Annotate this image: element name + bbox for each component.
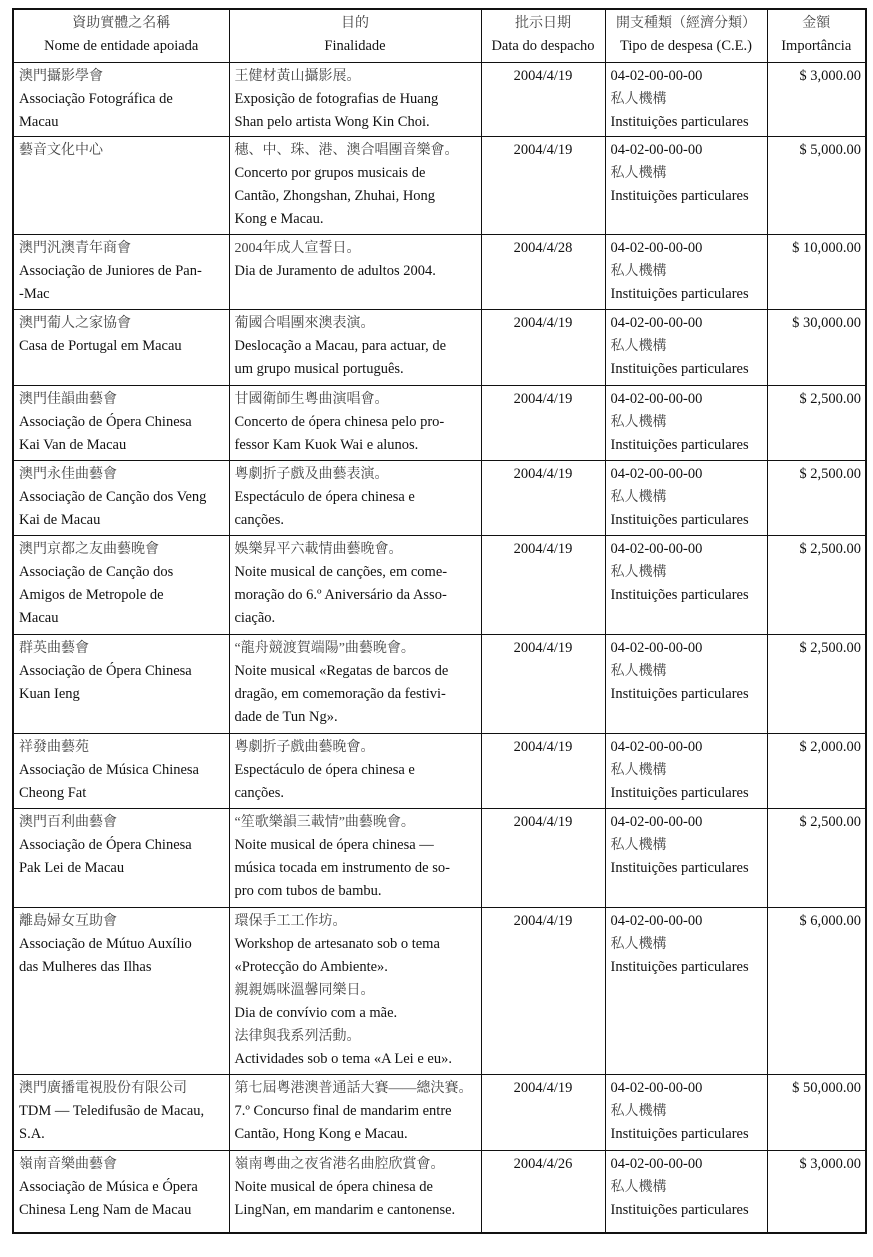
header-date: [481, 9, 605, 63]
cell-line: das Mulheres das Ilhas: [19, 959, 152, 975]
entity-cell: [13, 635, 229, 734]
cell-line: dade de Tun Ng».: [234, 709, 338, 725]
date-cell: 2004/4/19: [481, 1075, 605, 1151]
entity-cell: [13, 1075, 229, 1151]
cell-line: pro com tubos de bambu.: [234, 883, 382, 899]
cell-line: Instituições particulares: [610, 1202, 749, 1218]
date-cell: 2004/4/19: [481, 63, 605, 137]
header-purpose: [229, 9, 481, 63]
header-date-pt: Data do despacho: [491, 38, 595, 54]
cell-line: 澳門百利曲藝會: [19, 815, 117, 830]
cell-line: -Mac: [19, 286, 50, 302]
header-row: [13, 9, 866, 63]
cell-line: Kai de Macau: [19, 512, 101, 528]
table-row: [13, 1151, 866, 1233]
purpose-cell: [229, 386, 481, 461]
cell-line: Instituições particulares: [610, 686, 749, 702]
date-cell: 2004/4/19: [481, 137, 605, 235]
cell-line: 群英曲藝會: [19, 641, 89, 656]
amount-cell: $ 30,000.00: [767, 310, 866, 386]
table-row: [13, 635, 866, 734]
cell-line: 04-02-00-00-00: [610, 640, 703, 656]
expense-cell: [605, 310, 767, 386]
cell-line: 穗、中、珠、港、澳合唱團音樂會。: [234, 143, 459, 158]
cell-line: Associação de Música e Ópera: [19, 1179, 198, 1195]
cell-line: 私人機構: [610, 339, 667, 354]
date-cell: 2004/4/28: [481, 235, 605, 310]
entity-cell: [13, 310, 229, 386]
header-purpose-zh: 目的: [341, 16, 369, 31]
cell-line: 04-02-00-00-00: [610, 739, 703, 755]
cell-line: Cheong Fat: [19, 785, 87, 801]
entity-cell: [13, 386, 229, 461]
cell-line: 04-02-00-00-00: [610, 913, 703, 929]
cell-line: 法律與我系列活動。: [234, 1029, 361, 1044]
header-entity-pt: Nome de entidade apoiada: [44, 38, 199, 54]
cell-line: ciação.: [234, 610, 276, 626]
cell-line: dragão, em comemoração da festivi-: [234, 686, 446, 702]
cell-line: Associação de Ópera Chinesa: [19, 663, 192, 679]
cell-line: moração do 6.º Aniversário da Asso-: [234, 587, 447, 603]
cell-line: Deslocação a Macau, para actuar, de: [234, 338, 447, 354]
cell-line: TDM — Teledifusão de Macau,: [19, 1103, 205, 1119]
subsidy-table: [12, 8, 867, 1234]
purpose-cell: [229, 536, 481, 635]
cell-line: 私人機構: [610, 763, 667, 778]
cell-line: 甘國衛師生粵曲演唱會。: [234, 392, 389, 407]
cell-line: Instituições particulares: [610, 361, 749, 377]
purpose-cell: [229, 461, 481, 536]
cell-line: 04-02-00-00-00: [610, 68, 703, 84]
purpose-cell: [229, 734, 481, 809]
purpose-cell: [229, 63, 481, 137]
cell-line: 祥發曲藝苑: [19, 740, 89, 755]
table-row: [13, 809, 866, 908]
cell-line: 嶺南音樂曲藝會: [19, 1157, 117, 1172]
cell-line: 粵劇折子戲曲藝晚會。: [234, 740, 375, 755]
cell-line: Espectáculo de ópera chinesa e: [234, 489, 415, 505]
cell-line: Macau: [19, 114, 59, 130]
expense-cell: [605, 809, 767, 908]
cell-line: 葡國合唱團來澳表演。: [234, 316, 375, 331]
cell-line: 親親媽咪溫馨同樂日。: [234, 983, 375, 998]
expense-cell: [605, 235, 767, 310]
expense-cell: [605, 908, 767, 1075]
cell-line: Noite musical de canções, em come-: [234, 564, 448, 580]
table-row: [13, 235, 866, 310]
cell-line: 私人機構: [610, 1104, 667, 1119]
amount-cell: $ 2,500.00: [767, 386, 866, 461]
header-entity: [13, 9, 229, 63]
cell-line: fessor Kam Kuok Wai e alunos.: [234, 437, 419, 453]
cell-line: 粵劇折子戲及曲藝表演。: [234, 467, 389, 482]
date-cell: 2004/4/19: [481, 536, 605, 635]
cell-line: Workshop de artesanato sob o tema: [234, 936, 440, 952]
cell-line: Noite musical «Regatas de barcos de: [234, 663, 449, 679]
cell-line: «Protecção do Ambiente».: [234, 959, 388, 975]
expense-cell: [605, 635, 767, 734]
cell-line: 私人機構: [610, 92, 667, 107]
purpose-cell: [229, 310, 481, 386]
table-row: [13, 63, 866, 137]
cell-line: 嶺南粵曲之夜省港名曲腔欣賞會。: [234, 1157, 445, 1172]
cell-line: 離島婦女互助會: [19, 914, 117, 929]
cell-line: Dia de Juramento de adultos 2004.: [234, 263, 436, 279]
cell-line: Amigos de Metropole de: [19, 587, 164, 603]
cell-line: 04-02-00-00-00: [610, 814, 703, 830]
amount-cell: $ 5,000.00: [767, 137, 866, 235]
cell-line: 04-02-00-00-00: [610, 315, 703, 331]
expense-cell: [605, 1075, 767, 1151]
entity-cell: [13, 908, 229, 1075]
cell-line: 娛樂昇平六載情曲藝晚會。: [234, 542, 403, 557]
amount-cell: $ 2,500.00: [767, 635, 866, 734]
cell-line: 澳門廣播電視股份有限公司: [19, 1081, 187, 1096]
cell-line: música tocada em instrumento de so-: [234, 860, 450, 876]
cell-line: 私人機構: [610, 937, 667, 952]
cell-line: Instituições particulares: [610, 114, 749, 130]
table-row: [13, 137, 866, 235]
cell-line: 澳門汎澳青年商會: [19, 241, 131, 256]
date-cell: 2004/4/19: [481, 310, 605, 386]
cell-line: Casa de Portugal em Macau: [19, 338, 182, 354]
cell-line: 7.º Concurso final de mandarim entre: [234, 1103, 452, 1119]
header-amount-pt: Importância: [781, 38, 852, 54]
cell-line: Shan pelo artista Wong Kin Choi.: [234, 114, 430, 130]
amount-cell: $ 3,000.00: [767, 63, 866, 137]
amount-cell: $ 6,000.00: [767, 908, 866, 1075]
cell-line: 王健材黃山攝影展。: [234, 69, 361, 84]
date-cell: 2004/4/19: [481, 908, 605, 1075]
purpose-cell: [229, 908, 481, 1075]
purpose-cell: [229, 1075, 481, 1151]
cell-line: Associação de Canção dos: [19, 564, 174, 580]
header-expense-pt: Tipo de despesa (C.E.): [620, 38, 752, 54]
cell-line: 澳門攝影學會: [19, 69, 103, 84]
cell-line: Concerto de ópera chinesa pelo pro-: [234, 414, 445, 430]
cell-line: Associação Fotográfica de: [19, 91, 173, 107]
date-cell: 2004/4/19: [481, 461, 605, 536]
cell-line: 私人機構: [610, 166, 667, 181]
cell-line: 私人機構: [610, 565, 667, 580]
cell-line: Instituições particulares: [610, 188, 749, 204]
entity-cell: [13, 734, 229, 809]
cell-line: 04-02-00-00-00: [610, 142, 703, 158]
header-expense-zh: 開支種類（經濟分類）: [616, 16, 756, 31]
cell-line: Instituições particulares: [610, 1126, 749, 1142]
cell-line: Associação de Canção dos Veng: [19, 489, 207, 505]
cell-line: “龍舟競渡賀端陽”曲藝晚會。: [234, 641, 415, 656]
cell-line: Instituições particulares: [610, 512, 749, 528]
entity-cell: [13, 1151, 229, 1233]
expense-cell: [605, 734, 767, 809]
cell-line: canções.: [234, 512, 285, 528]
cell-line: Actividades sob o tema «A Lei e eu».: [234, 1051, 452, 1067]
cell-line: 澳門永佳曲藝會: [19, 467, 117, 482]
cell-line: Exposição de fotografias de Huang: [234, 91, 439, 107]
table-row: [13, 1075, 866, 1151]
amount-cell: $ 2,500.00: [767, 809, 866, 908]
cell-line: 2004年成人宣誓日。: [234, 241, 361, 256]
cell-line: 私人機構: [610, 838, 667, 853]
entity-cell: [13, 235, 229, 310]
cell-line: “笙歌樂韻三載情”曲藝晚會。: [234, 815, 415, 830]
date-cell: 2004/4/19: [481, 734, 605, 809]
cell-line: Instituições particulares: [610, 587, 749, 603]
cell-line: Associação de Ópera Chinesa: [19, 837, 192, 853]
purpose-cell: [229, 137, 481, 235]
header-amount-zh: 金額: [802, 16, 831, 31]
purpose-cell: [229, 235, 481, 310]
amount-cell: $ 2,000.00: [767, 734, 866, 809]
cell-line: 04-02-00-00-00: [610, 1080, 703, 1096]
expense-cell: [605, 461, 767, 536]
expense-cell: [605, 137, 767, 235]
cell-line: 04-02-00-00-00: [610, 240, 703, 256]
expense-cell: [605, 536, 767, 635]
cell-line: 環保手工工作坊。: [234, 914, 347, 929]
cell-line: Cantão, Hong Kong e Macau.: [234, 1126, 408, 1142]
cell-line: Instituições particulares: [610, 437, 749, 453]
amount-cell: $ 10,000.00: [767, 235, 866, 310]
cell-line: Noite musical de ópera chinesa de: [234, 1179, 433, 1195]
cell-line: Noite musical de ópera chinesa —: [234, 837, 434, 853]
cell-line: 澳門京都之友曲藝晚會: [19, 542, 159, 557]
cell-line: 04-02-00-00-00: [610, 541, 703, 557]
cell-line: 私人機構: [610, 664, 667, 679]
cell-line: Espectáculo de ópera chinesa e: [234, 762, 415, 778]
cell-line: 04-02-00-00-00: [610, 466, 703, 482]
cell-line: 澳門佳韻曲藝會: [19, 392, 117, 407]
cell-line: 私人機構: [610, 415, 667, 430]
amount-cell: $ 50,000.00: [767, 1075, 866, 1151]
cell-line: Chinesa Leng Nam de Macau: [19, 1202, 192, 1218]
entity-cell: [13, 536, 229, 635]
cell-line: Instituições particulares: [610, 286, 749, 302]
entity-cell: [13, 809, 229, 908]
cell-line: 04-02-00-00-00: [610, 1156, 703, 1172]
table-row: [13, 908, 866, 1075]
amount-cell: $ 2,500.00: [767, 461, 866, 536]
cell-line: Associação de Ópera Chinesa: [19, 414, 192, 430]
cell-line: Macau: [19, 610, 59, 626]
cell-line: S.A.: [19, 1126, 45, 1142]
cell-line: Pak Lei de Macau: [19, 860, 125, 876]
cell-line: 私人機構: [610, 1180, 667, 1195]
date-cell: 2004/4/19: [481, 809, 605, 908]
expense-cell: [605, 1151, 767, 1233]
entity-cell: [13, 137, 229, 235]
cell-line: Associação de Música Chinesa: [19, 762, 199, 778]
date-cell: 2004/4/26: [481, 1151, 605, 1233]
cell-line: 私人機構: [610, 264, 667, 279]
expense-cell: [605, 386, 767, 461]
cell-line: 藝音文化中心: [19, 143, 103, 158]
cell-line: Kong e Macau.: [234, 211, 324, 227]
cell-line: Kuan Ieng: [19, 686, 80, 702]
purpose-cell: [229, 809, 481, 908]
amount-cell: $ 3,000.00: [767, 1151, 866, 1233]
table-row: [13, 310, 866, 386]
cell-line: 第七屆粵港澳普通話大賽——總決賽。: [234, 1081, 473, 1096]
expense-cell: [605, 63, 767, 137]
cell-line: Associação de Mútuo Auxílio: [19, 936, 192, 952]
header-amount: [767, 9, 866, 63]
purpose-cell: [229, 1151, 481, 1233]
cell-line: Concerto por grupos musicais de: [234, 165, 426, 181]
table-row: [13, 536, 866, 635]
header-date-zh: 批示日期: [515, 16, 571, 31]
date-cell: 2004/4/19: [481, 386, 605, 461]
cell-line: Dia de convívio com a mãe.: [234, 1005, 398, 1021]
cell-line: canções.: [234, 785, 285, 801]
cell-line: Instituições particulares: [610, 959, 749, 975]
entity-cell: [13, 461, 229, 536]
cell-line: Kai Van de Macau: [19, 437, 127, 453]
header-entity-zh: 資助實體之名稱: [72, 16, 171, 31]
cell-line: um grupo musical português.: [234, 361, 404, 377]
amount-cell: $ 2,500.00: [767, 536, 866, 635]
cell-line: Cantão, Zhongshan, Zhuhai, Hong: [234, 188, 436, 204]
header-expense: [605, 9, 767, 63]
cell-line: 澳門葡人之家協會: [19, 316, 131, 331]
cell-line: Instituições particulares: [610, 785, 749, 801]
table-row: [13, 461, 866, 536]
date-cell: 2004/4/19: [481, 635, 605, 734]
cell-line: LingNan, em mandarim e cantonense.: [234, 1202, 456, 1218]
entity-cell: [13, 63, 229, 137]
header-purpose-pt: Finalidade: [324, 38, 386, 54]
purpose-cell: [229, 635, 481, 734]
cell-line: 私人機構: [610, 490, 667, 505]
cell-line: 04-02-00-00-00: [610, 391, 703, 407]
table-row: [13, 386, 866, 461]
cell-line: Associação de Juniores de Pan-: [19, 263, 202, 279]
table-body: [13, 63, 866, 1233]
cell-line: Instituições particulares: [610, 860, 749, 876]
table-row: [13, 734, 866, 809]
